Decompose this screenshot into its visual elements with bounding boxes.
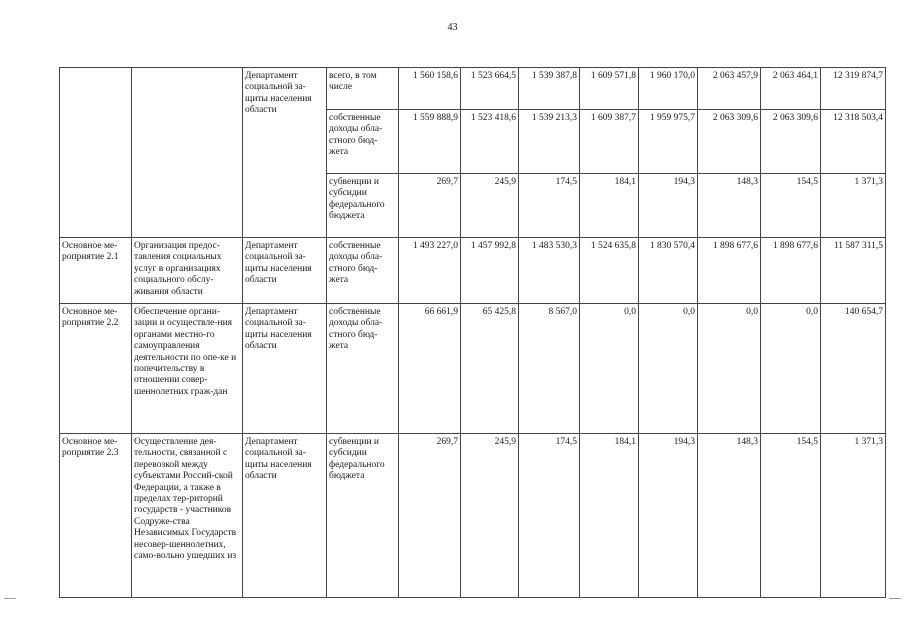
table-row <box>60 434 886 598</box>
total-cell: 12 318 503,4 <box>821 110 886 174</box>
value-cell: 1 539 213,3 <box>519 110 580 174</box>
value-cell: 0,0 <box>580 304 639 434</box>
value-cell: 269,7 <box>399 174 461 238</box>
value-cell: 194,3 <box>639 434 698 598</box>
value-cell: 1 609 387,7 <box>580 110 639 174</box>
value-cell: 245,9 <box>461 174 519 238</box>
value-cell: 1 493 227,0 <box>399 238 461 304</box>
value-cell: 2 063 309,6 <box>761 110 821 174</box>
description-cell: Организация предос-тавления социальных услуг в организациях социального обслу-живания области <box>132 238 243 304</box>
page-number: 43 <box>447 22 458 33</box>
value-cell: 2 063 464,1 <box>761 68 821 110</box>
value-cell: 0,0 <box>698 304 761 434</box>
description-cell: Осуществление дея-тельности, связанной с перевозкой между субъектами Россий-ской Федерации, а также в пределах тер-риторий государств - участников Содруже-ства Независимых Государств несовер-шеннолетних, само-вольно ушедших из <box>132 434 243 598</box>
value-cell: 174,5 <box>519 174 580 238</box>
value-cell: 174,5 <box>519 434 580 598</box>
value-cell: 1 898 677,6 <box>761 238 821 304</box>
value-cell: 1 523 664,5 <box>461 68 519 110</box>
value-cell: 8 567,0 <box>519 304 580 434</box>
value-cell: 1 898 677,6 <box>698 238 761 304</box>
event-cell: Основное ме-роприятие 2.3 <box>60 434 132 598</box>
table-row <box>60 238 886 304</box>
value-cell: 1 524 635,8 <box>580 238 639 304</box>
value-cell: 154,5 <box>761 434 821 598</box>
funding-source-cell: субвенции и субсидии федерального бюджета <box>327 434 399 598</box>
executor-cell: Департамент социальной за-щиты населения области <box>243 434 327 598</box>
value-cell: 2 063 457,9 <box>698 68 761 110</box>
value-cell: 1 523 418,6 <box>461 110 519 174</box>
value-cell: 148,3 <box>698 174 761 238</box>
description-cell <box>132 68 243 238</box>
total-cell: 1 371,3 <box>821 434 886 598</box>
scan-artifact-right <box>889 598 901 599</box>
value-cell: 1 457 992,8 <box>461 238 519 304</box>
value-cell: 66 661,9 <box>399 304 461 434</box>
value-cell: 184,1 <box>580 434 639 598</box>
total-cell: 12 319 874,7 <box>821 68 886 110</box>
value-cell: 1 539 387,8 <box>519 68 580 110</box>
funding-source-cell: собственные доходы обла-стного бюд-жета <box>327 304 399 434</box>
value-cell: 0,0 <box>639 304 698 434</box>
value-cell: 1 560 158,6 <box>399 68 461 110</box>
value-cell: 148,3 <box>698 434 761 598</box>
funding-source-cell: собственные доходы обла-стного бюд-жета <box>327 110 399 174</box>
scan-artifact-left <box>4 598 16 599</box>
executor-cell: Департамент социальной за-щиты населения области <box>243 238 327 304</box>
value-cell: 269,7 <box>399 434 461 598</box>
value-cell: 2 063 309,6 <box>698 110 761 174</box>
total-cell: 140 654,7 <box>821 304 886 434</box>
table-row <box>60 304 886 434</box>
executor-cell: Департамент социальной за-щиты населения области <box>243 304 327 434</box>
funding-source-cell: всего, в том числе <box>327 68 399 110</box>
value-cell: 1 959 975,7 <box>639 110 698 174</box>
funding-source-cell: субвенции и субсидии федерального бюджета <box>327 174 399 238</box>
value-cell: 0,0 <box>761 304 821 434</box>
budget-table <box>59 67 886 598</box>
description-cell: Обеспечение органи-зации и осуществле-ния органами местно-го самоуправления деятельности по опе-ке и попечительству в отношении совер-шеннолетних граж-дан <box>132 304 243 434</box>
value-cell: 1 960 170,0 <box>639 68 698 110</box>
event-cell: Основное ме-роприятие 2.2 <box>60 304 132 434</box>
event-cell: Основное ме-роприятие 2.1 <box>60 238 132 304</box>
value-cell: 65 425,8 <box>461 304 519 434</box>
event-cell <box>60 68 132 238</box>
value-cell: 1 609 571,8 <box>580 68 639 110</box>
value-cell: 1 483 530,3 <box>519 238 580 304</box>
value-cell: 245,9 <box>461 434 519 598</box>
total-cell: 11 587 311,5 <box>821 238 886 304</box>
executor-cell: Департамент социальной за-щиты населения области <box>243 68 327 238</box>
funding-source-cell: собственные доходы обла-стного бюд-жета <box>327 238 399 304</box>
total-cell: 1 371,3 <box>821 174 886 238</box>
value-cell: 194,3 <box>639 174 698 238</box>
value-cell: 184,1 <box>580 174 639 238</box>
table-row <box>60 68 886 110</box>
value-cell: 1 830 570,4 <box>639 238 698 304</box>
value-cell: 1 559 888,9 <box>399 110 461 174</box>
value-cell: 154,5 <box>761 174 821 238</box>
